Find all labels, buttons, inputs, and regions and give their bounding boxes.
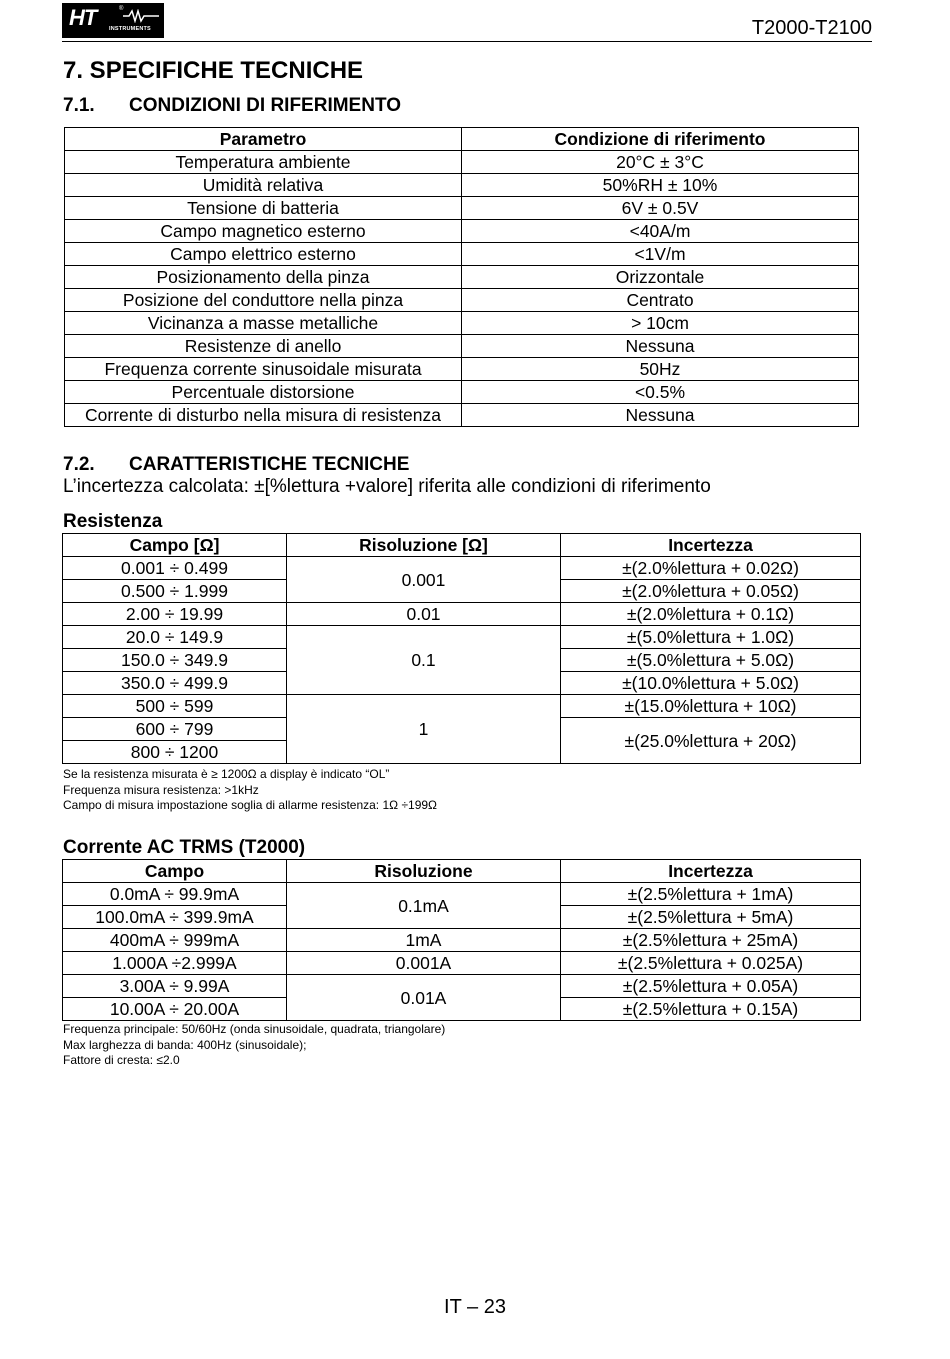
range-cell: 2.00 ÷ 19.99 bbox=[63, 603, 287, 626]
uncertainty-cell: ±(15.0%lettura + 10Ω) bbox=[561, 695, 861, 718]
range-cell: 350.0 ÷ 499.9 bbox=[63, 672, 287, 695]
resolution-cell: 0.1 bbox=[287, 626, 561, 695]
table-row bbox=[65, 335, 859, 358]
uncertainty-cell: ±(2.0%lettura + 0.1Ω) bbox=[561, 603, 861, 626]
table-cell: 50%RH ± 10% bbox=[462, 174, 859, 197]
resistance-table bbox=[62, 533, 861, 764]
table-cell: Campo elettrico esterno bbox=[65, 243, 462, 266]
reference-conditions-table bbox=[64, 127, 859, 427]
column-header: Risoluzione bbox=[287, 860, 561, 883]
table-cell: 20°C ± 3°C bbox=[462, 151, 859, 174]
table-header-row bbox=[65, 128, 859, 151]
table-row bbox=[63, 695, 861, 718]
table-row bbox=[63, 603, 861, 626]
table-cell: > 10cm bbox=[462, 312, 859, 335]
uncertainty-cell: ±(2.5%lettura + 0.05A) bbox=[561, 975, 861, 998]
page-header bbox=[62, 3, 872, 42]
note-line: Campo di misura impostazione soglia di allarme resistenza: 1Ω ÷199Ω bbox=[63, 798, 438, 812]
table-row bbox=[63, 952, 861, 975]
column-header: Incertezza bbox=[561, 534, 861, 557]
column-header: Risoluzione [Ω] bbox=[287, 534, 561, 557]
range-cell: 3.00A ÷ 9.99A bbox=[63, 975, 287, 998]
note-line: Max larghezza di banda: 400Hz (sinusoidale); bbox=[63, 1037, 307, 1052]
table-row bbox=[65, 174, 859, 197]
table-header-row bbox=[63, 860, 861, 883]
table-row bbox=[65, 151, 859, 174]
table-cell: Temperatura ambiente bbox=[65, 151, 462, 174]
range-cell: 600 ÷ 799 bbox=[63, 718, 287, 741]
range-cell: 0.001 ÷ 0.499 bbox=[63, 557, 287, 580]
column-header: Campo [Ω] bbox=[63, 534, 287, 557]
uncertainty-cell: ±(2.0%lettura + 0.05Ω) bbox=[561, 580, 861, 603]
ac-current-heading: Corrente AC TRMS (T2000) bbox=[63, 837, 306, 858]
table-cell: 6V ± 0.5V bbox=[462, 197, 859, 220]
note-line: Se la resistenza misurata è ≥ 1200Ω a display è indicato “OL” bbox=[63, 767, 390, 781]
column-header: Campo bbox=[63, 860, 287, 883]
subsection-heading-reference: 7.1. CONDIZIONI DI RIFERIMENTO bbox=[63, 95, 401, 116]
table-row bbox=[63, 883, 861, 906]
resolution-cell: 0.01 bbox=[287, 603, 561, 626]
table-cell: Corrente di disturbo nella misura di resistenza bbox=[65, 404, 462, 427]
table-row bbox=[63, 975, 861, 998]
resolution-cell: 0.01A bbox=[287, 975, 561, 1021]
waveform-icon bbox=[123, 9, 159, 23]
table-cell: Centrato bbox=[462, 289, 859, 312]
table-row bbox=[65, 266, 859, 289]
resistance-heading: Resistenza bbox=[63, 511, 163, 532]
resolution-cell: 0.001A bbox=[287, 952, 561, 975]
range-cell: 100.0mA ÷ 399.9mA bbox=[63, 906, 287, 929]
table-cell: Orizzontale bbox=[462, 266, 859, 289]
uncertainty-cell: ±(2.5%lettura + 5mA) bbox=[561, 906, 861, 929]
subsection-heading-technical: 7.2. CARATTERISTICHE TECNICHE bbox=[63, 454, 410, 475]
note-line: Fattore di cresta: ≤2.0 bbox=[63, 1053, 180, 1067]
range-cell: 0.0mA ÷ 99.9mA bbox=[63, 883, 287, 906]
range-cell: 20.0 ÷ 149.9 bbox=[63, 626, 287, 649]
column-header: Parametro bbox=[65, 128, 462, 151]
note-line: Frequenza principale: 50/60Hz (onda sinusoidale, quadrata, triangolare) bbox=[63, 1022, 446, 1036]
table-cell: Posizione del conduttore nella pinza bbox=[65, 289, 462, 312]
uncertainty-cell: ±(2.0%lettura + 0.02Ω) bbox=[561, 557, 861, 580]
resistance-notes bbox=[63, 767, 437, 814]
resolution-cell: 1 bbox=[287, 695, 561, 764]
uncertainty-cell: ±(5.0%lettura + 1.0Ω) bbox=[561, 626, 861, 649]
uncertainty-cell: ±(25.0%lettura + 20Ω) bbox=[561, 718, 861, 764]
table-cell: Percentuale distorsione bbox=[65, 381, 462, 404]
table-cell: Frequenza corrente sinusoidale misurata bbox=[65, 358, 462, 381]
table-cell: <0.5% bbox=[462, 381, 859, 404]
table-row bbox=[65, 197, 859, 220]
uncertainty-cell: ±(2.5%lettura + 0.025A) bbox=[561, 952, 861, 975]
table-cell: Campo magnetico esterno bbox=[65, 220, 462, 243]
resolution-cell: 0.001 bbox=[287, 557, 561, 603]
range-cell: 1.000A ÷2.999A bbox=[63, 952, 287, 975]
table-row bbox=[65, 312, 859, 335]
table-cell: Tensione di batteria bbox=[65, 197, 462, 220]
table-cell: Umidità relativa bbox=[65, 174, 462, 197]
range-cell: 800 ÷ 1200 bbox=[63, 741, 287, 764]
table-cell: Nessuna bbox=[462, 404, 859, 427]
range-cell: 400mA ÷ 999mA bbox=[63, 929, 287, 952]
table-row bbox=[65, 289, 859, 312]
table-cell: <40A/m bbox=[462, 220, 859, 243]
range-cell: 0.500 ÷ 1.999 bbox=[63, 580, 287, 603]
resolution-cell: 0.1mA bbox=[287, 883, 561, 929]
table-cell: Posizionamento della pinza bbox=[65, 266, 462, 289]
range-cell: 500 ÷ 599 bbox=[63, 695, 287, 718]
table-row bbox=[63, 626, 861, 649]
uncertainty-cell: ±(10.0%lettura + 5.0Ω) bbox=[561, 672, 861, 695]
note-line: Frequenza misura resistenza: >1kHz bbox=[63, 782, 259, 797]
table-row bbox=[65, 243, 859, 266]
ac-current-table bbox=[62, 859, 861, 1021]
table-row bbox=[63, 929, 861, 952]
table-row bbox=[65, 220, 859, 243]
resolution-cell: 1mA bbox=[287, 929, 561, 952]
table-cell: <1V/m bbox=[462, 243, 859, 266]
uncertainty-intro: L’incertezza calcolata: ±[%lettura +valore] riferita alle condizioni di riferimento bbox=[63, 476, 711, 497]
section-title: 7. SPECIFICHE TECNICHE bbox=[63, 57, 364, 84]
ht-instruments-logo: HT ® INSTRUMENTS bbox=[62, 3, 164, 38]
uncertainty-cell: ±(5.0%lettura + 5.0Ω) bbox=[561, 649, 861, 672]
table-row bbox=[65, 358, 859, 381]
range-cell: 10.00A ÷ 20.00A bbox=[63, 998, 287, 1021]
uncertainty-cell: ±(2.5%lettura + 1mA) bbox=[561, 883, 861, 906]
table-row bbox=[63, 557, 861, 580]
table-cell: Vicinanza a masse metalliche bbox=[65, 312, 462, 335]
table-row bbox=[65, 404, 859, 427]
model-name: T2000-T2100 bbox=[751, 17, 872, 39]
table-cell: Resistenze di anello bbox=[65, 335, 462, 358]
range-cell: 150.0 ÷ 349.9 bbox=[63, 649, 287, 672]
column-header: Incertezza bbox=[561, 860, 861, 883]
page-number: IT – 23 bbox=[444, 1296, 506, 1318]
table-header-row bbox=[63, 534, 861, 557]
uncertainty-cell: ±(2.5%lettura + 0.15A) bbox=[561, 998, 861, 1021]
table-row bbox=[65, 381, 859, 404]
table-cell: Nessuna bbox=[462, 335, 859, 358]
ac-current-notes bbox=[63, 1022, 445, 1069]
uncertainty-cell: ±(2.5%lettura + 25mA) bbox=[561, 929, 861, 952]
table-cell: 50Hz bbox=[462, 358, 859, 381]
column-header: Condizione di riferimento bbox=[462, 128, 859, 151]
